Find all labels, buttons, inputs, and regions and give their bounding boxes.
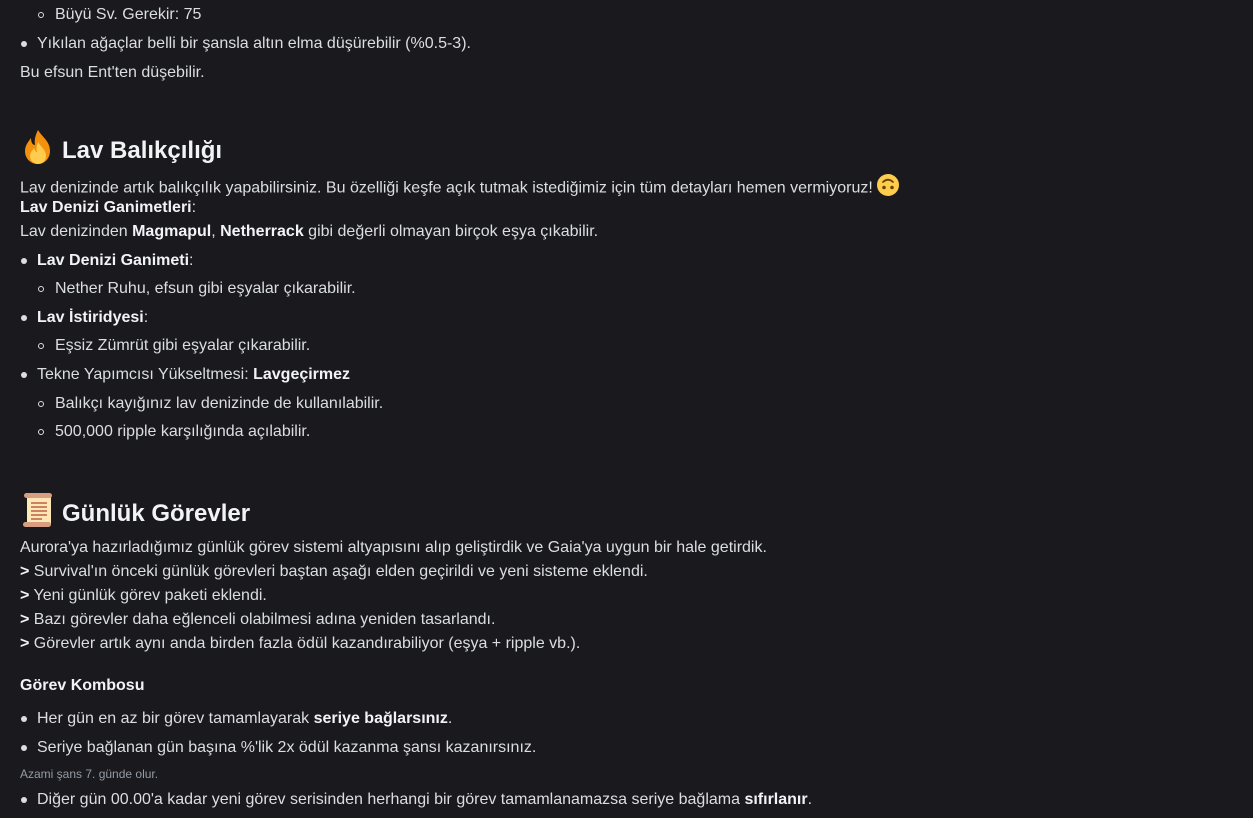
sub-bullet — [38, 401, 44, 407]
loot-heading: Lav Denizi Ganimetleri — [20, 199, 192, 216]
section-heading-lava: Lav Balıkçılığı — [20, 129, 222, 174]
bullet — [21, 41, 27, 47]
quote-line: > Yeni günlük görev paketi eklendi. — [20, 587, 267, 604]
sub-bullet — [38, 12, 44, 18]
list-sub-item: 500,000 ripple karşılığında açılabilir. — [55, 423, 311, 440]
sub-bullet — [38, 286, 44, 292]
list-item: Lav İstiridyesi: — [37, 309, 149, 326]
list-item: Diğer gün 00.00'a kadar yeni görev serisinden herhangi bir görev tamamlanamazsa seriye bağlama sıfırlanır. — [37, 791, 813, 808]
paragraph: Bu efsun Ent'ten düşebilir. — [20, 64, 205, 81]
bullet — [21, 745, 27, 751]
list-sub-item: Büyü Sv. Gerekir: 75 — [55, 6, 202, 23]
bullet — [21, 716, 27, 722]
bullet — [21, 372, 27, 378]
sub-bullet — [38, 343, 44, 349]
sub-bullet — [38, 429, 44, 435]
quote-line: > Bazı görevler daha eğlenceli olabilmesi adına yeniden tasarlandı. — [20, 611, 496, 628]
list-sub-item: Eşsiz Zümrüt gibi eşyalar çıkarabilir. — [55, 337, 311, 354]
bullet — [21, 797, 27, 803]
list-item: Her gün en az bir görev tamamlayarak seriye bağlarsınız. — [37, 710, 453, 727]
fire-icon — [20, 129, 56, 174]
section-heading-daily: Günlük Görevler — [20, 492, 250, 537]
scroll-icon — [20, 492, 56, 537]
bullet — [21, 315, 27, 321]
quote-line: > Survival'ın önceki günlük görevleri baştan aşağı elden geçirildi ve yeni sisteme eklendi. — [20, 563, 648, 580]
loot-heading-line: Lav Denizi Ganimetleri: — [20, 199, 197, 216]
list-item: Seriye bağlanan gün başına %'lik 2x ödül kazanma şansı kazanırsınız. — [37, 739, 537, 756]
loot-line: Lav denizinden Magmapul, Netherrack gibi değerli olmayan birçok eşya çıkabilir. — [20, 223, 599, 240]
list-sub-item: Nether Ruhu, efsun gibi eşyalar çıkarabilir. — [55, 280, 356, 297]
list-item: Tekne Yapımcısı Yükseltmesi: Lavgeçirmez — [37, 366, 351, 383]
list-item: Lav Denizi Ganimeti: — [37, 252, 194, 269]
quote-line: > Görevler artık aynı anda birden fazla ödül kazandırabiliyor (eşya + ripple vb.). — [20, 635, 581, 652]
bullet — [21, 258, 27, 264]
combo-heading: Görev Kombosu — [20, 677, 145, 694]
list-sub-item: Balıkçı kayığınız lav denizinde de kullanılabilir. — [55, 395, 384, 412]
list-item: Yıkılan ağaçlar belli bir şansla altın elma düşürebilir (%0.5-3). — [37, 35, 471, 52]
subtext-note: Azami şans 7. günde olur. — [20, 767, 159, 781]
paragraph: Aurora'ya hazırladığımız günlük görev sistemi altyapısını alıp geliştirdik ve Gaia'ya uygun bir hale getirdik. — [20, 539, 767, 556]
paragraph: Lav denizinde artık balıkçılık yapabilirsiniz. Bu özelliği keşfe açık tutmak istediğimiz için tüm detayları hemen vermiyoruz! — [20, 173, 900, 204]
upside-down-face-icon — [876, 173, 900, 204]
